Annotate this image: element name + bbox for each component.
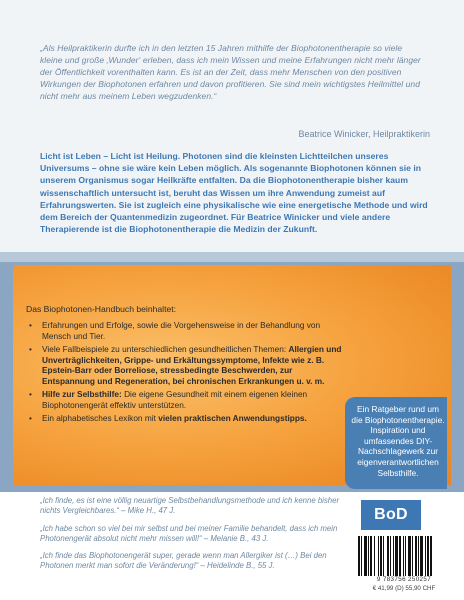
list-item: • Hilfe zur Selbsthilfe: Die eigene Gesundheit mit einem eigenen kleinen Biophotonengerät effektiv unterstützen. [26, 389, 344, 411]
isbn-number: 9 783756 250257 [376, 576, 432, 583]
note-text: Ein Ratgeber rund um die Biophotonentherapie. Inspiration und umfassendes DIY-Nachschlagewerk zur eigenverantwortlichen Selbsthilfe. [351, 404, 445, 478]
reader-reviews [40, 496, 350, 579]
list-item: • Ein alphabetisches Lexikon mit vielen praktischen Anwendungstipps. [26, 413, 344, 424]
barcode-graphic [357, 536, 451, 576]
book-summary: Licht ist Leben – Licht ist Heilung. Photonen sind die kleinsten Lichtteilchen unseres Universums – ohne sie wäre kein Leben möglich. Als sogenannte Biophotonen können sie in unserem Organismus sogar Heilkräfte entfalten. Da die Biophotonentherapie bisher kaum wissenschaftlich untersucht ist, beruht das Wissen um ihre Anwendung zumeist auf Erfahrungswerten. Sie ist zugleich eine physikalische wie eine energetische Methode und wird dem Bereich der Quantenmedizin zugeordnet. Für Beatrice Winicker und viele andere Therapierende ist die Biophotonentherapie die Medizin der Zukunft. [40, 151, 428, 235]
author-quote: „Als Heilpraktikerin durfte ich in den letzten 15 Jahren mithilfe der Biophotonentherapie so viele kleine und große ‚Wunder‘ erleben, dass ich mein Wissen und meine Erfahrungen nicht mehr länger der Öffentlichkeit vorenthalten kann. Es ist an der Zeit, dass mehr Menschen von den positiven Wirkungen der Biophotonen erfahren und davon profitieren. Sie sind mein wichtigstes Heilmittel und nicht mehr aus meinem Leben wegzudenken.“ [40, 43, 421, 101]
review-item: „Ich finde das Biophotonengerät super, gerade wenn man Allergiker ist (…) Bei den Photonen merkt man sofort die Veränderung!“ – Heidelinde B., 55 J. [40, 551, 327, 571]
review-item: „Ich habe schon so viel bei mir selbst und bei meiner Familie behandelt, dass ich mein Photonengerät absolut nicht mehr missen will!“ – Melanie B., 43 J. [40, 523, 338, 543]
contents-title: Das Biophotonen-Handbuch beinhaltet: [26, 304, 177, 314]
list-item: • Viele Fallbeispiele zu unterschiedlichen gesundheitlichen Themen: Allergien und Unverträglichkeiten, Grippe- und Erkältungssymptome, Infekte wie z. B. Epstein-Barr oder Borreliose, stressbedingte Beschwerden, zur Entspannung und Regeneration, bei chronischen Erkrankungen u. v. m. [26, 344, 344, 387]
price-label: € 41,99 (D) 55,90 CHF [372, 585, 436, 592]
list-item: • Erfahrungen und Erfolge, sowie die Vorgehensweise in der Behandlung von Mensch und Tier. [26, 320, 344, 342]
divider-band [0, 252, 464, 262]
publisher-logo: BoD [361, 500, 421, 530]
contents-list [26, 320, 344, 426]
review-item: „Ich finde, es ist eine völlig neuartige Selbstbehandlungsmethode und ich kenne bisher nichts Vergleichbares.“ – Mike H., 47 J. [40, 496, 340, 516]
quote-attribution: Beatrice Winicker, Heilpraktikerin [298, 129, 430, 139]
